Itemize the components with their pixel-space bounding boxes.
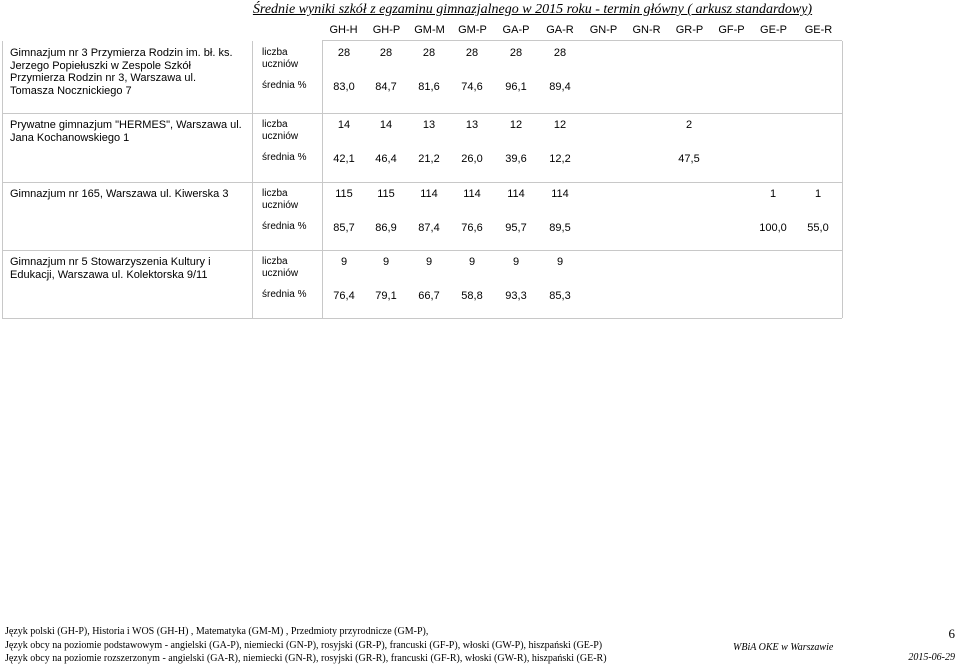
table-right-border	[842, 41, 843, 318]
count-cell-gm-m: 28	[422, 47, 436, 59]
school-name: Gimnazjum nr 3 Przymierza Rodzin im. bł. ks. Jerzego Popiełuszki w Zespole Szkół Przymierza Rodzin nr 3, Warszawa ul. Tomasza Nocznickiego 7	[10, 47, 233, 97]
count-cell-gm-m: 9	[425, 256, 433, 268]
average-cell-gh-p: 79,1	[375, 290, 397, 302]
column-header-ga-p: GA-P	[502, 24, 530, 36]
institution-label: WBiA OKE w Warszawie	[733, 642, 834, 653]
average-cell-ga-r: 12,2	[549, 153, 571, 165]
average-label: średnia %	[262, 289, 307, 300]
footer-legend-line-3: Język obcy na poziomie rozszerzonym - angielski (GA-R), niemiecki (GN-R), rosyjski (GR-R), francuski (GF-R), włoski (GW-R), hiszpański (GE-R)	[5, 653, 607, 664]
column-header-gm-m: GM-M	[414, 24, 445, 36]
page-number: 6	[948, 626, 955, 641]
average-cell-ga-p: 95,7	[505, 222, 527, 234]
average-cell-gm-p: 74,6	[461, 81, 483, 93]
count-cell-gm-m: 13	[422, 119, 436, 131]
column-header-gm-p: GM-P	[458, 24, 487, 36]
average-label: średnia %	[262, 152, 307, 163]
average-cell-gm-m: 81,6	[418, 81, 440, 93]
average-cell-gm-p: 76,6	[461, 222, 483, 234]
school-name: Gimnazjum nr 5 Stowarzyszenia Kultury i Edukacji, Warszawa ul. Kolektorska 9/11	[10, 256, 211, 281]
average-cell-gm-m: 87,4	[418, 222, 440, 234]
table-left-border	[2, 41, 3, 318]
average-cell-ge-r: 55,0	[807, 222, 829, 234]
average-cell-ga-r: 89,4	[549, 81, 571, 93]
count-cell-gm-p: 28	[465, 47, 479, 59]
school-name: Prywatne gimnazjum "HERMES", Warszawa ul. Jana Kochanowskiego 1	[10, 119, 242, 144]
average-cell-gm-p: 58,8	[461, 290, 483, 302]
count-cell-gm-p: 114	[463, 188, 481, 200]
average-cell-gm-m: 66,7	[418, 290, 440, 302]
name-column-divider	[252, 41, 253, 318]
count-cell-ga-r: 114	[551, 188, 569, 200]
count-cell-gh-h: 14	[337, 119, 351, 131]
count-cell-gm-p: 9	[468, 256, 476, 268]
count-label: liczba uczniów	[262, 256, 299, 279]
count-cell-ge-r: 1	[814, 188, 822, 200]
page-title-text: Średnie wyniki szkół z egzaminu gimnazjalnego w 2015 roku - termin główny ( arkusz standardowy)	[252, 2, 813, 17]
column-header-gh-p: GH-P	[372, 24, 401, 36]
average-cell-gh-h: 42,1	[333, 153, 355, 165]
column-header-ge-p: GE-P	[760, 24, 787, 36]
count-label: liczba uczniów	[262, 119, 299, 142]
average-cell-ge-p: 100,0	[759, 222, 787, 234]
average-cell-gh-h: 76,4	[333, 290, 355, 302]
count-label: liczba uczniów	[262, 47, 299, 70]
count-cell-gh-p: 14	[379, 119, 393, 131]
average-cell-ga-p: 96,1	[505, 81, 527, 93]
count-cell-gh-h: 9	[340, 256, 348, 268]
count-cell-gm-m: 114	[420, 188, 438, 200]
average-cell-gh-h: 83,0	[333, 81, 355, 93]
count-cell-ga-r: 9	[556, 256, 564, 268]
count-cell-ga-p: 12	[509, 119, 523, 131]
average-cell-ga-r: 89,5	[549, 222, 571, 234]
average-cell-gr-p: 47,5	[678, 153, 700, 165]
page-title	[0, 1, 960, 19]
footer-legend-line-2: Język obcy na poziomie podstawowym - angielski (GA-P), niemiecki (GN-P), rosyjski (GR-P), francuski (GF-P), włoski (GW-P), hiszpański (GE-P)	[5, 640, 603, 651]
column-header-gh-h: GH-H	[329, 24, 358, 36]
count-cell-gm-p: 13	[465, 119, 479, 131]
average-cell-gh-h: 85,7	[333, 222, 355, 234]
average-cell-gh-p: 46,4	[375, 153, 397, 165]
average-label: średnia %	[262, 221, 307, 232]
column-header-gn-p: GN-P	[589, 24, 618, 36]
average-cell-ga-p: 93,3	[505, 290, 527, 302]
label-column-divider	[322, 41, 323, 318]
column-header-gr-p: GR-P	[675, 24, 704, 36]
count-cell-ga-r: 12	[553, 119, 567, 131]
school-name: Gimnazjum nr 165, Warszawa ul. Kiwerska 3	[10, 188, 229, 200]
row-divider	[2, 113, 842, 114]
average-cell-ga-r: 85,3	[549, 290, 571, 302]
average-label: średnia %	[262, 80, 307, 91]
count-cell-gh-p: 115	[377, 188, 395, 200]
column-header-ga-r: GA-R	[546, 24, 574, 36]
average-cell-gm-p: 26,0	[461, 153, 483, 165]
column-header-gf-p: GF-P	[718, 24, 745, 36]
count-cell-gh-h: 115	[335, 188, 353, 200]
footer-legend-line-1: Język polski (GH-P), Historia i WOS (GH-H) , Matematyka (GM-M) , Przedmioty przyrodnicze (GM-P),	[5, 626, 429, 637]
count-cell-ga-r: 28	[553, 47, 567, 59]
count-cell-ga-p: 9	[512, 256, 520, 268]
count-cell-ge-p: 1	[769, 188, 777, 200]
average-cell-ga-p: 39,6	[505, 153, 527, 165]
count-cell-ga-p: 114	[507, 188, 525, 200]
document-date: 2015-06-29	[908, 652, 955, 663]
average-cell-gm-m: 21,2	[418, 153, 440, 165]
count-cell-gr-p: 2	[685, 119, 693, 131]
average-cell-gh-p: 84,7	[375, 81, 397, 93]
column-header-ge-r: GE-R	[804, 24, 833, 36]
row-divider	[2, 318, 842, 319]
average-cell-gh-p: 86,9	[375, 222, 397, 234]
count-cell-ga-p: 28	[509, 47, 523, 59]
row-divider	[2, 250, 842, 251]
count-cell-gh-p: 9	[382, 256, 390, 268]
count-cell-gh-h: 28	[337, 47, 351, 59]
column-header-gn-r: GN-R	[632, 24, 661, 36]
header-divider	[322, 40, 842, 41]
row-divider	[2, 182, 842, 183]
count-label: liczba uczniów	[262, 188, 299, 211]
count-cell-gh-p: 28	[379, 47, 393, 59]
